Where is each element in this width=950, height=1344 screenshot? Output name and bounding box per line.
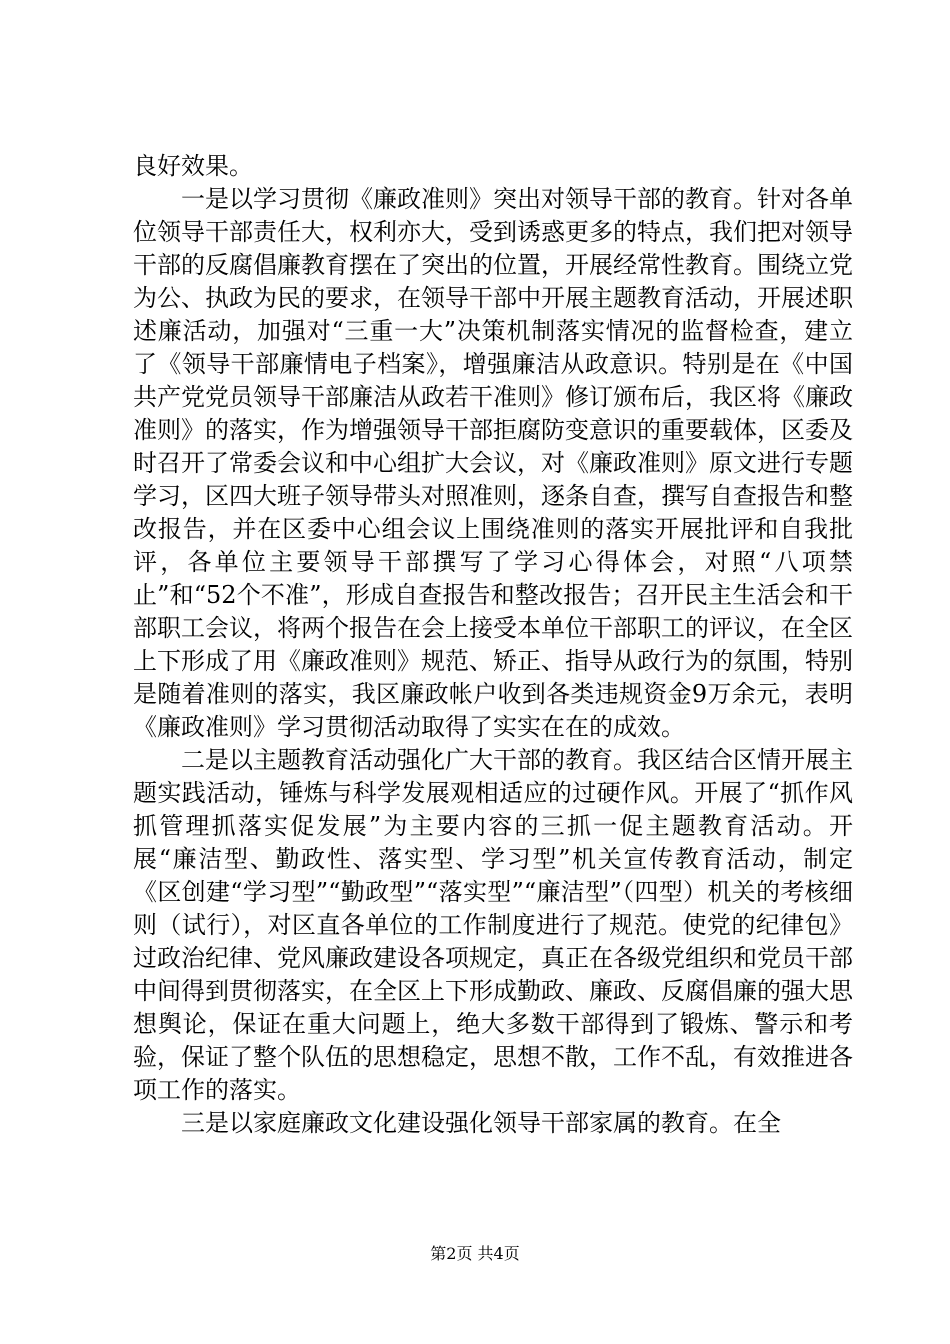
paragraph-2: 一是以学习贯彻《廉政准则》突出对领导干部的教育。针对各单位领导干部责任大，权利亦大，受到诱惑更多的特点，我们把对领导干部的反腐倡廉教育摆在了突出的位置，开展经常性教育。围绕立党为公、执政为民的要求，在领导干部中开展主题教育活动，开展述职述廉活动，加强对“三重一大”决策机制落实情况的监督检查，建立了《领导干部廉情电子档案》，增强廉洁从政意识。特别是在《中国共产党党员领导干部廉洁从政若干准则》修订颁布后，我区将《廉政准则》的落实，作为增强领导干部拒腐防变意识的重要载体，区委及时召开了常委会议和中心组扩大会议，对《廉政准则》原文进行专题学习，区四大班子领导带头对照准则，逐条自查，撰写自查报告和整改报告，并在区委中心组会议上围绕准则的落实开展批评和自我批评，各单位主要领导干部撰写了学习心得体会，对照“八项禁止”和“52个不准”，形成自查报告和整改报告；召开民主生活会和干部职工会议，将两个报告在会上接受本单位干部职工的评议，在全区上下形成了用《廉政准则》规范、矫正、指导从政行为的氛围，特别是随着准则的落实，我区廉政帐户收到各类违规资金9万余元，表明《廉政准则》学习贯彻活动取得了实实在在的成效。 [133, 185, 853, 741]
paragraph-3: 二是以主题教育活动强化广大干部的教育。我区结合区情开展主题实践活动，锤炼与科学发展观相适应的过硬作风。开展了“抓作风抓管理抓落实促发展”为主要内容的三抓一促主题教育活动。开展“廉洁型、勤政性、落实型、学习型”机关宣传教育活动，制定《区创建“学习型”“勤政型”“落实型”“廉洁型”（四型）机关的考核细则（试行），对区直各单位的工作制度进行了规范。使党的纪律包》过政治纪律、党风廉政建设各项规定，真正在各级党组织和党员干部中间得到贯彻落实，在全区上下形成勤政、廉政、反腐倡廉的强大思想舆论，保证在重大问题上，绝大多数干部得到了锻炼、警示和考验，保证了整个队伍的思想稳定，思想不散，工作不乱，有效推进各项工作的落实。 [133, 746, 853, 1104]
paragraph-4: 三是以家庭廉政文化建设强化领导干部家属的教育。在全 [181, 1109, 781, 1137]
paragraph-1: 良好效果。 [133, 152, 253, 180]
page-number-footer: 第2页 共4页 [430, 1244, 520, 1263]
document-body [133, 150, 853, 1140]
